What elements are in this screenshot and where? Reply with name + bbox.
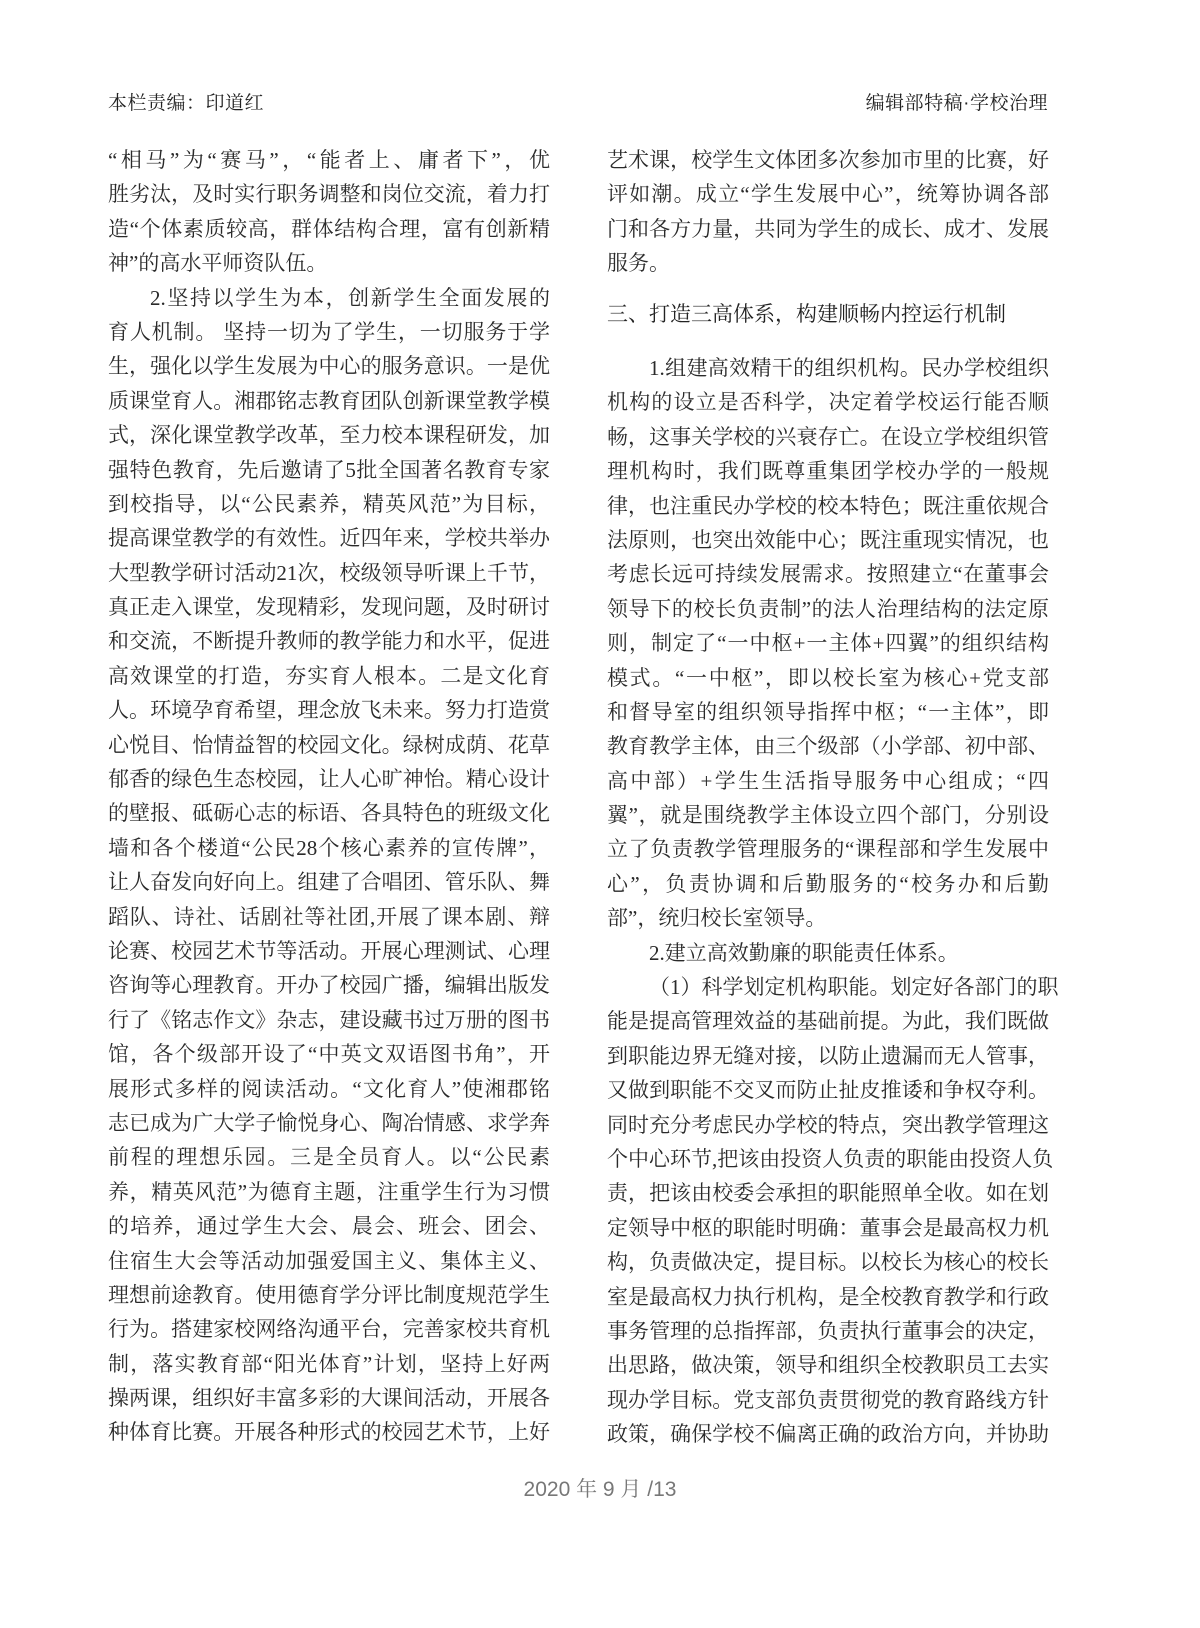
text-line: 行为。搭建家校网络沟通平台，完善家校共育机: [108, 1317, 550, 1342]
text-line: 大型教学研讨活动21次，校级领导听课上千节，: [108, 560, 550, 585]
text-line: “相马”为“赛马”，“能者上、庸者下”，优: [108, 148, 550, 172]
text-line: 机构的设立是否科学，决定着学校运行能否顺: [607, 390, 1049, 415]
text-line: 养，精英风范”为德育主题，注重学生行为习惯: [108, 1179, 550, 1204]
text-line: 则，制定了“一中枢+一主体+四翼”的组织结构: [607, 631, 1049, 656]
text-line: 人。环境孕育希望，理念放飞未来。努力打造赏: [108, 698, 550, 723]
text-line: 神”的高水平师资队伍。: [108, 251, 328, 276]
text-line: 2.建立高效勤廉的职能责任体系。: [649, 940, 959, 965]
text-line: 门和各方力量，共同为学生的成长、成才、发展: [607, 216, 1049, 241]
text-line: 考虑长远可持续发展需求。按照建立“在董事会: [607, 562, 1049, 587]
text-line: 馆，各个级部开设了“中英文双语图书角”，开: [108, 1042, 550, 1067]
text-line: 艺术课，校学生文体团多次参加市里的比赛，好: [607, 148, 1049, 172]
text-line: 的壁报、砥砺心志的标语、各具特色的班级文化: [108, 801, 550, 826]
text-line: 个中心环节,把该由投资人负责的职能由投资人负: [607, 1146, 1054, 1171]
text-line: 责，把该由校委会承担的职能照单全收。如在划: [607, 1181, 1049, 1206]
page-number: 2020 年 9 月 /13: [523, 1478, 677, 1501]
text-line: 法原则，也突出效能中心；既注重现实情况，也: [607, 527, 1049, 552]
text-line: 理机构时，我们既尊重集团学校办学的一般规: [607, 459, 1049, 484]
text-line: 强特色教育，先后邀请了5批全国著名教育专家: [108, 457, 550, 482]
text-line: 能是提高管理效益的基础前提。为此，我们既做: [607, 1009, 1049, 1034]
text-line: 操两课，组织好丰富多彩的大课间活动，开展各: [108, 1386, 550, 1411]
text-line: 到校指导，以“公民素养，精英风范”为目标，: [108, 491, 550, 516]
text-line: 畅，这事关学校的兴衰存亡。在设立学校组织管: [607, 424, 1049, 449]
text-line: 到职能边界无缝对接，以防止遗漏而无人管事，: [607, 1043, 1049, 1068]
text-line: 生，强化以学生发展为中心的服务意识。一是优: [108, 354, 550, 379]
text-line: 志已成为广大学子愉悦身心、陶冶情感、求学奔: [108, 1110, 550, 1135]
section-label: 编辑部特稿·学校治理: [865, 93, 1048, 114]
text-line: 高中部）+学生生活指导服务中心组成；“四: [607, 768, 1049, 793]
text-line: 制，落实教育部“阳光体育”计划，坚持上好两: [108, 1351, 550, 1376]
text-line: 造“个体素质较高，群体结构合理，富有创新精: [108, 216, 550, 241]
text-line: （1）科学划定机构职能。划定好各部门的职: [649, 975, 1059, 1000]
text-line: 真正走入课堂，发现精彩，发现问题，及时研讨: [108, 595, 550, 620]
text-line: 心”，负责协调和后勤服务的“校务办和后勤: [607, 871, 1049, 896]
text-line: 2.坚持以学生为本，创新学生全面发展的: [150, 285, 550, 310]
text-line: 服务。: [607, 251, 670, 276]
text-line: 室是最高权力执行机构，是全校教育教学和行政: [607, 1284, 1049, 1309]
text-line: 现办学目标。党支部负责贯彻党的教育路线方针: [607, 1387, 1049, 1412]
right-column-body: [607, 351, 1059, 1452]
section-heading: 三、打造三高体系，构建顺畅内控运行机制: [607, 303, 1006, 326]
text-line: 墙和各个楼道“公民28个核心素养的宣传牌”，: [108, 835, 550, 860]
text-line: 评如潮。成立“学生发展中心”，统筹协调各部: [607, 182, 1049, 207]
text-line: 式，深化课堂教学改革，至力校本课程研发，加: [108, 423, 550, 448]
text-line: 住宿生大会等活动加强爱国主义、集体主义、: [108, 1248, 550, 1273]
text-line: 心悦目、怡情益智的校园文化。绿树成荫、花草: [108, 732, 550, 757]
text-line: 高效课堂的打造，夯实育人根本。二是文化育: [108, 663, 550, 688]
text-line: 育人机制。 坚持一切为了学生，一切服务于学: [108, 319, 550, 344]
text-line: 又做到职能不交叉而防止扯皮推诿和争权夺利。: [607, 1078, 1049, 1103]
text-line: 理想前途教育。使用德育学分评比制度规范学生: [108, 1282, 550, 1307]
text-line: 让人奋发向好向上。组建了合唱团、管乐队、舞: [108, 870, 550, 895]
left-column: [108, 143, 550, 1450]
text-line: 律，也注重民办学校的校本特色；既注重依规合: [607, 493, 1049, 518]
text-line: 构，负责做决定，提目标。以校长为核心的校长: [607, 1250, 1049, 1275]
text-line: 出思路，做决策，领导和组织全校教职员工去实: [607, 1353, 1049, 1378]
text-line: 定领导中枢的职能时明确：董事会是最高权力机: [607, 1215, 1049, 1240]
text-line: 教育教学主体，由三个级部（小学部、初中部、: [607, 734, 1049, 759]
text-line: 论赛、校园艺术节等活动。开展心理测试、心理: [108, 938, 550, 963]
text-line: 立了负责教学管理服务的“课程部和学生发展中: [607, 837, 1049, 862]
text-line: 翼”，就是围绕教学主体设立四个部门，分别设: [607, 803, 1049, 828]
text-line: 部”，统归校长室领导。: [607, 906, 827, 931]
text-line: 质课堂育人。湘郡铭志教育团队创新课堂教学模: [108, 388, 550, 413]
text-line: 和督导室的组织领导指挥中枢；“一主体”，即: [607, 699, 1049, 724]
text-line: 胜劣汰，及时实行职务调整和岗位交流，着力打: [108, 182, 550, 207]
text-line: 模式。“一中枢”，即以校长室为核心+党支部: [607, 665, 1049, 690]
text-line: 和交流，不断提升教师的教学能力和水平，促进: [108, 629, 550, 654]
text-line: 前程的理想乐园。三是全员育人。以“公民素: [108, 1145, 550, 1170]
text-line: 政策，确保学校不偏离正确的政治方向，并协助: [607, 1422, 1049, 1447]
text-line: 事务管理的总指挥部，负责执行董事会的决定，: [607, 1318, 1049, 1343]
text-line: 蹈队、诗社、话剧社等社团,开展了课本剧、辩: [108, 904, 550, 929]
text-line: 的培养，通过学生大会、晨会、班会、团会、: [108, 1214, 550, 1239]
text-line: 领导下的校长负责制”的法人治理结构的法定原: [607, 596, 1049, 621]
text-line: 种体育比赛。开展各种形式的校园艺术节，上好: [108, 1420, 550, 1445]
text-line: 展形式多样的阅读活动。“文化育人”使湘郡铭: [108, 1076, 550, 1101]
text-line: 1.组建高效精干的组织机构。民办学校组织: [649, 356, 1049, 380]
text-line: 同时充分考虑民办学校的特点，突出教学管理这: [607, 1112, 1049, 1137]
text-line: 提高课堂教学的有效性。近四年来，学校共举办: [108, 526, 550, 551]
text-line: 咨询等心理教育。开办了校园广播，编辑出版发: [108, 973, 550, 998]
text-line: 郁香的绿色生态校园，让人心旷神怡。精心设计: [108, 767, 550, 792]
text-line: 行了《铭志作文》杂志，建设藏书过万册的图书: [108, 1007, 550, 1032]
right-column-top: [607, 143, 1049, 281]
column-editor-credit: 本栏责编：印道红: [108, 93, 265, 114]
